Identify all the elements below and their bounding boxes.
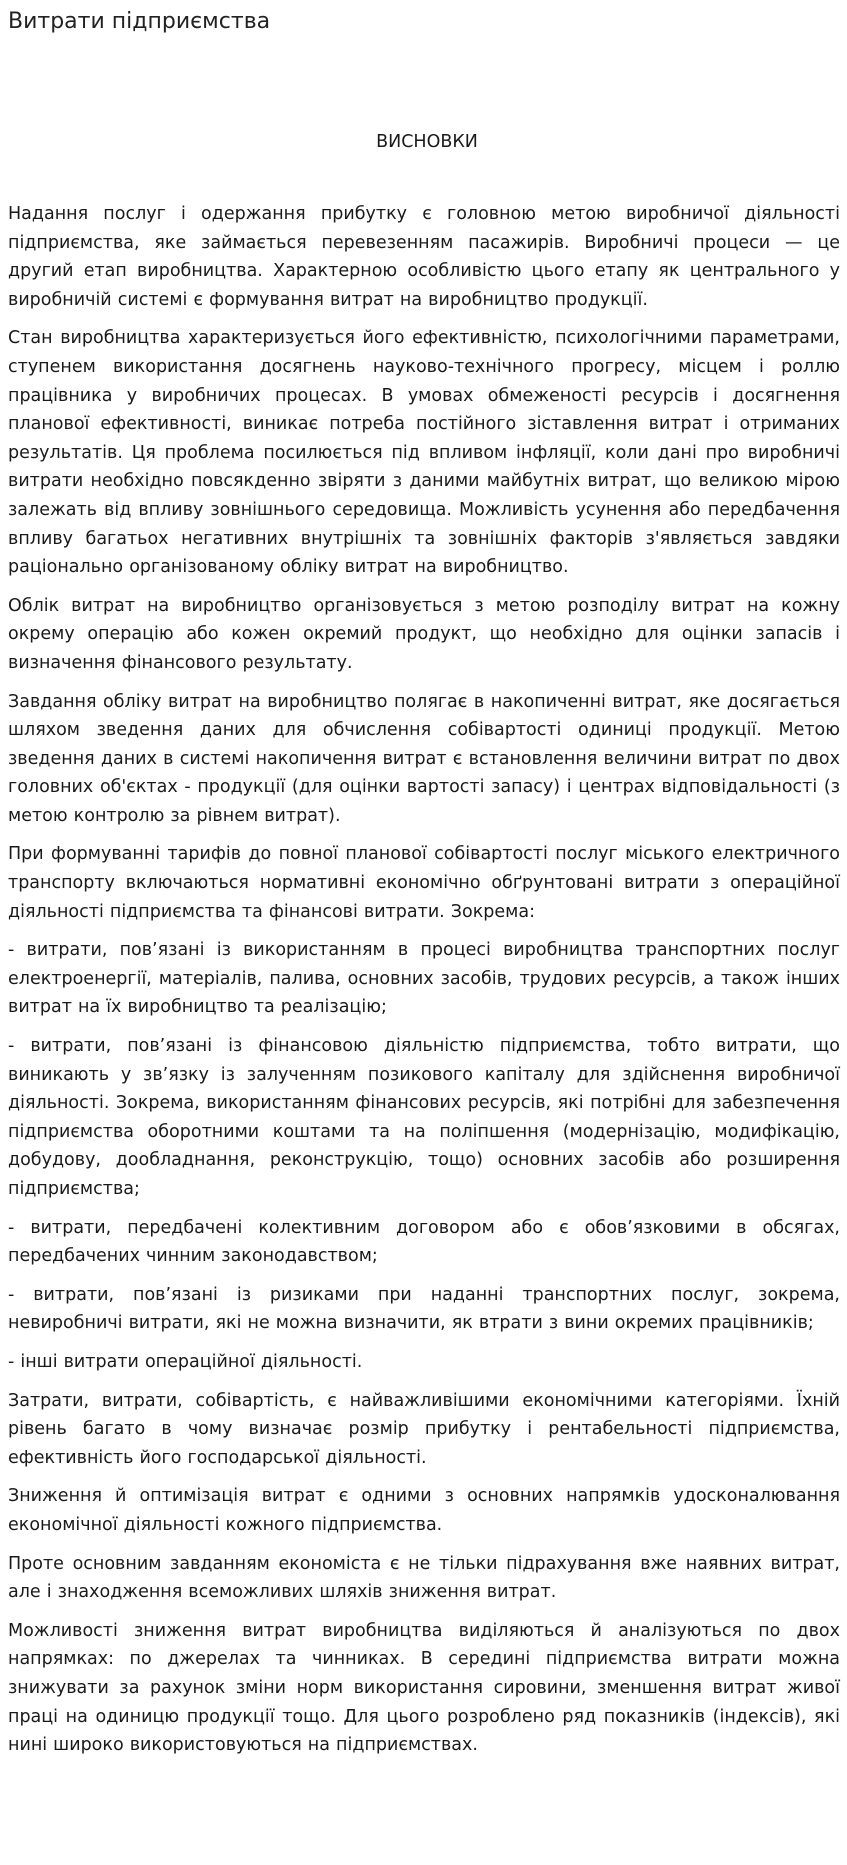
paragraph-2: Стан виробництва характеризується його ефективністю, психологічними параметрами, ступенем використання досягнень науково-технічного прогресу, місцем і роллю працівника у виробничих процесах. В умовах обмеженості ресурсів і досягнення планової ефективності, виникає потреба постійного зіставлення витрат і отриманих результатів. Ця проблема посилюється під впливом інфляції, коли дані про виробничі витрати необхідно повсякденно звіряти з даними майбутніх витрат, що великою мірою залежать від впливу зовнішнього середовища. Можливість усунення або передбачення впливу багатьох негативних внутрішніх та зовнішніх факторів з'являється завдяки раціонально організованому обліку витрат на виробництво. [8,328,840,578]
paragraph-4: Завдання обліку витрат на виробництво полягає в накопиченні витрат, яке досягається шляхом зведення даних для обчислення собівартості одиниці продукції. Метою зведення даних в системі накопичення витрат є встановлення величини витрат по двох головних об'єктах - продукції (для оцінки вартості запасу) і центрах відповідальності (з метою контролю за рівнем витрат). [8,691,840,826]
list-item-5: - інші витрати операційної діяльності. [8,1351,363,1372]
document-title: Витрати підприємства [8,9,271,34]
paragraph-7: Зниження й оптимізація витрат є одними з основних напрямків удосконалювання економічної діяльності кожного підприємства. [8,1486,840,1535]
list-item-4: - витрати, пов’язані із ризиками при наданні транспортних послуг, зокрема, невиробничі витрати, які не можна визначити, як втрати з вини окремих працівників; [8,1284,840,1334]
paragraph-5: При формуванні тарифів до повної планової собівартості послуг міського електричного транспорту включаються нормативні економічно обґрунтовані витрати з операційної діяльності підприємства та фінансові витрати. Зокрема: [8,844,840,922]
section-heading: ВИСНОВКИ [376,132,478,152]
list-item-3: - витрати, передбачені колективним договором або є обов’язковими в обсягах, передбачених чинним законодавством; [8,1217,840,1267]
document-page [8,0,840,1770]
list-item-2: - витрати, пов’язані із фінансовою діяльністю підприємства, тобто витрати, що виникають у зв’язку із залученням позикового капіталу для здійснення виробничої діяльності. Зокрема, використанням фінансових ресурсів, які потрібні для забезпечення підприємства оборотними коштами та на поліпшення (модернізацію, модифікацію, добудову, дообладнання, реконструкцію, тощо) основних засобів або розширення підприємства; [8,1036,840,1199]
paragraph-8: Проте основним завданням економіста є не тільки підрахування вже наявних витрат, але і знаходження всеможливих шляхів зниження витрат. [8,1553,840,1603]
paragraph-9: Можливості зниження витрат виробництва виділяються й аналізуються по двох напрямках: по джерелах та чинниках. В середині підприємства витрати можна знижувати за рахунок зміни норм використання сировини, зменшення витрат живої праці на одиницю продукції тощо. Для цього розроблено ряд показників (індексів), які нині широко використовуються на підприємствах. [8,1620,840,1756]
document-body [8,200,840,1760]
paragraph-6: Затрати, витрати, собівартість, є найважливішими економічними категоріями. Їхній рівень багато в чому визначає розмір прибутку і рентабельності підприємства, ефективність його господарської діяльності. [8,1390,840,1468]
paragraph-1: Надання послуг і одержання прибутку є головною метою виробничої діяльності підприємства, яке займається перевезенням пасажирів. Виробничі процеси — це другий етап виробництва. Характерною особливістю цього етапу як центрального у виробничій системі є формування витрат на виробництво продукції. [8,204,840,310]
list-item-1: - витрати, пов’язані із використанням в процесі виробництва транспортних послуг електроенергії, матеріалів, палива, основних засобів, трудових ресурсів, а також інших витрат на їх виробництво та реалізацію; [8,940,840,1018]
paragraph-3: Облік витрат на виробництво організовується з метою розподілу витрат на кожну окрему операцію або кожен окремий продукт, що необхідно для оцінки запасів і визначення фінансового результату. [8,595,840,673]
